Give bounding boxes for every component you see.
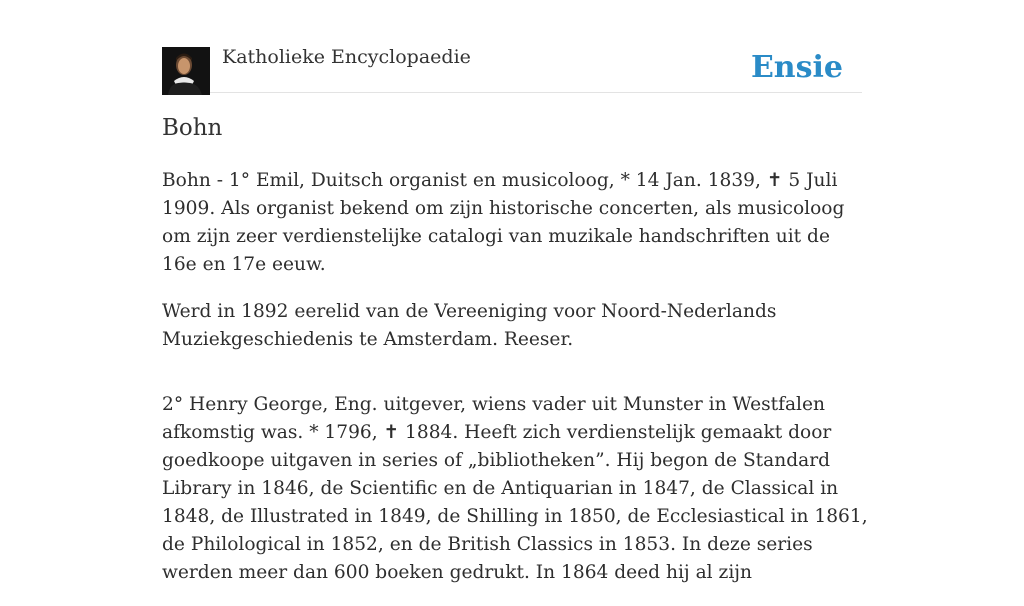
article-body	[162, 167, 868, 606]
brand-logo[interactable]: Ensie	[750, 50, 843, 85]
site-header	[162, 44, 862, 93]
article-paragraph: Bohn - 1° Emil, Duitsch organist en musicoloog, * 14 Jan. 1839, ✝ 5 Juli 1909. Als organist bekend om zijn historische concerten, als musicoloog om zijn zeer verdienstelijke catalogi van muzikale handschriften uit de 16e en 17e eeuw.	[162, 170, 845, 275]
article-paragraph: 2° Henry George, Eng. uitgever, wiens vader uit Munster in Westfalen afkomstig was. * 1796, ✝ 1884. Heeft zich verdienstelijk gemaakt door goedkoope uitgaven in series of „bibliotheken”. Hij begon de Standard Library in 1846, de Scientific en de Antiquarian in 1847, de Classical in 1848, de Illustrated in 1849, de Shilling in 1850, de Ecclesiastical in 1861, de Philological in 1852, en de British Classics in 1853. In deze series werden meer dan 600 boeken gedrukt. In 1864 deed hij al zijn	[162, 394, 868, 583]
source-name[interactable]: Katholieke Encyclopaedie	[222, 46, 471, 68]
portrait-avatar-icon[interactable]	[162, 47, 210, 95]
article-paragraph: Werd in 1892 eerelid van de Vereeniging voor Noord-Nederlands Muziekgeschiedenis te Amsterdam. Reeser.	[162, 301, 777, 350]
page-title: Bohn	[162, 115, 223, 141]
